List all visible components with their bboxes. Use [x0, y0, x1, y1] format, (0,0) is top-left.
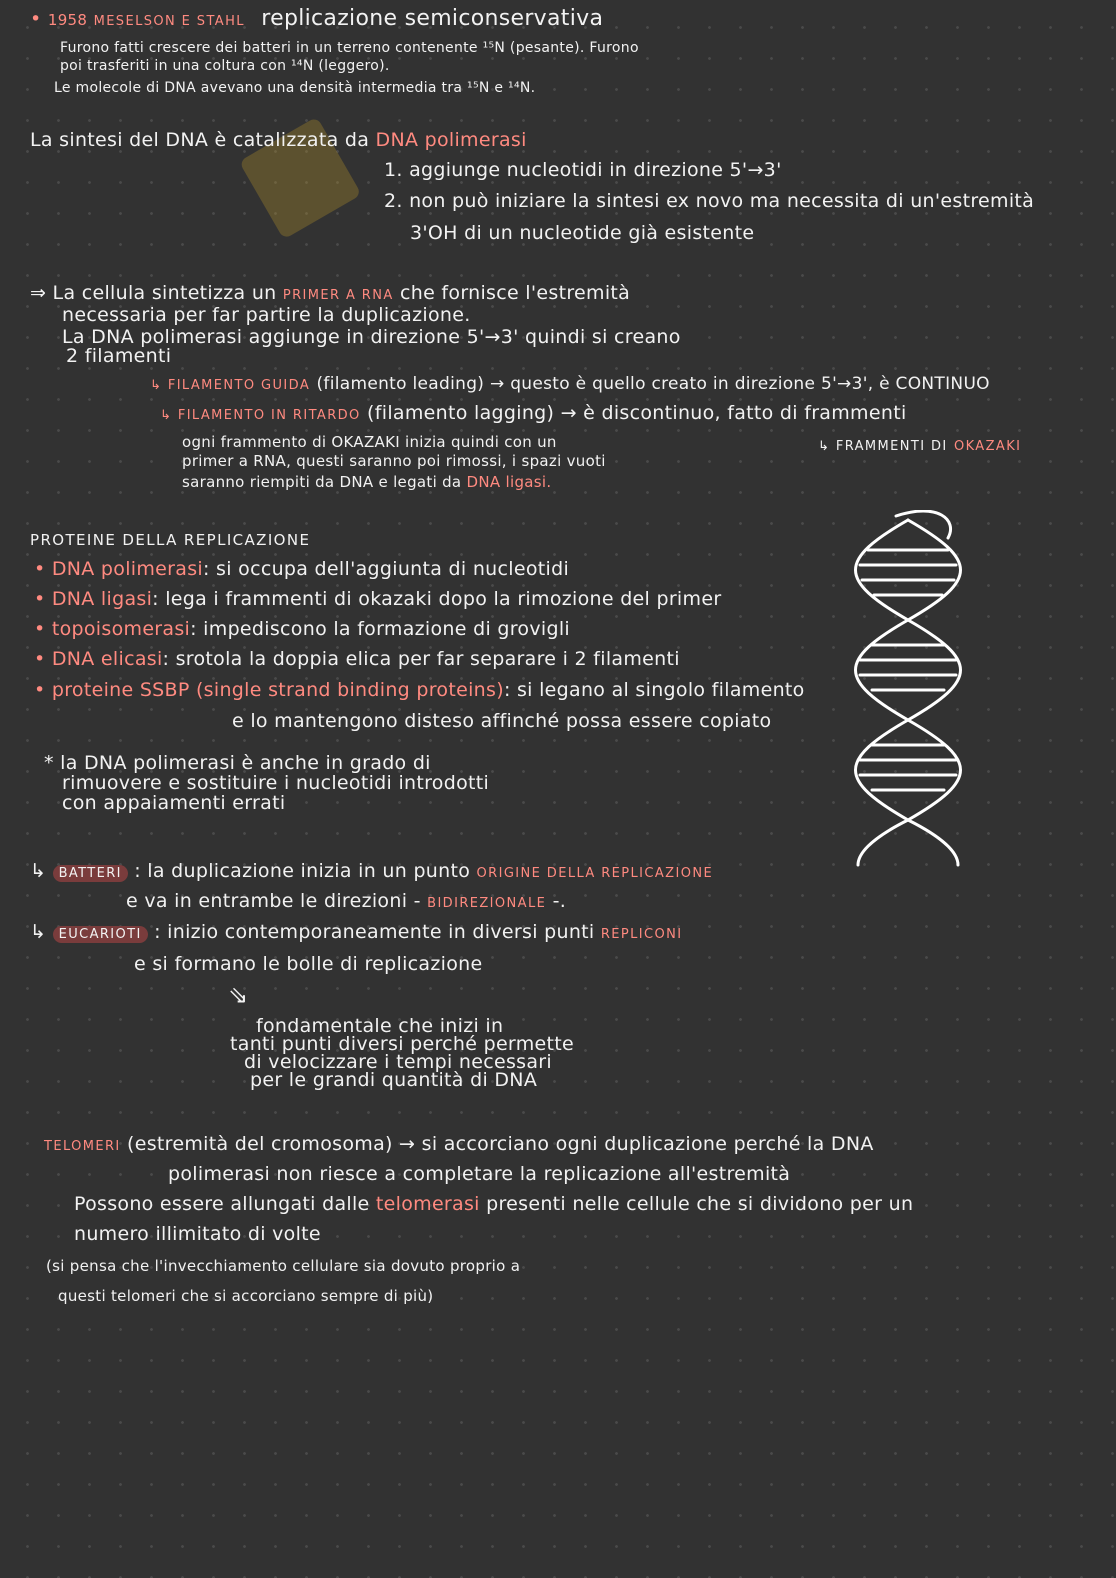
text-line: e va in entrambe le direzioni - BIDIREZIONALE -. [126, 890, 567, 912]
highlight-term: telomerasi [375, 1193, 480, 1215]
highlight-term: DNA polimerasi [375, 129, 527, 151]
list-item: • DNA polimerasi: si occupa dell'aggiunta di nucleotidi [34, 558, 570, 580]
list-item: • topoisomerasi: impediscono la formazione di grovigli [34, 618, 570, 640]
highlight-term: TELOMERI [44, 1139, 121, 1154]
text-line: e lo mantengono disteso affinché possa essere copiato [232, 710, 772, 732]
text-line: ↳ FILAMENTO IN RITARDO (filamento lagging) → è discontinuo, fatto di frammenti [160, 402, 907, 424]
text-line: rimuovere e sostituire i nucleotidi introdotti [62, 772, 490, 794]
text-line: ↳ FILAMENTO GUIDA (filamento leading) → questo è quello creato in direzione 5'→3', è CONTINUO [150, 374, 990, 394]
text-line: 1. aggiunge nucleotidi in direzione 5'→3' [384, 159, 782, 181]
text-line: 2. non può iniziare la sintesi ex novo ma necessita di un'estremità [384, 190, 1035, 212]
list-item: • proteine SSBP (single strand binding proteins): si legano al singolo filamento [34, 679, 805, 701]
section-heading: PROTEINE DELLA REPLICAZIONE [30, 531, 311, 549]
text-line: saranno riempiti da DNA e legati da DNA ligasi. [182, 473, 552, 491]
text-line: Furono fatti crescere dei batteri in un terreno contenente ¹⁵N (pesante). Furono [60, 40, 639, 56]
text-line: numero illimitato di volte [74, 1223, 321, 1245]
helix-strand [856, 520, 961, 865]
highlight-term: ↳ FILAMENTO GUIDA [150, 378, 311, 393]
text-line: ↳ BATTERI : la duplicazione inizia in un punto ORIGINE DELLA REPLICAZIONE [30, 860, 714, 882]
text-line: (si pensa che l'invecchiamento cellulare sia dovuto proprio a [46, 1257, 521, 1275]
text-line: polimerasi non riesce a completare la replicazione all'estremità [168, 1163, 791, 1185]
side-note: ↳ FRAMMENTI DI OKAZAKI [818, 439, 1022, 454]
highlight-term: REPLICONI [600, 927, 683, 942]
text-line: per le grandi quantità di DNA [250, 1069, 538, 1091]
list-item: • DNA ligasi: lega i frammenti di okazaki dopo la rimozione del primer [34, 588, 722, 610]
text-line: e si formano le bolle di replicazione [134, 953, 483, 975]
highlight-term: PRIMER A RNA [282, 288, 394, 303]
text-line: 2 filamenti [66, 345, 172, 367]
arrow-icon: ⇘ [228, 981, 249, 1009]
text-line: con appaiamenti errati [62, 792, 286, 814]
text-line: tanti punti diversi perché permette [230, 1033, 574, 1055]
dna-helix-drawing [838, 510, 978, 870]
text-line: ogni frammento di OKAZAKI inizia quindi con un [182, 433, 557, 451]
text-line: TELOMERI (estremità del cromosoma) → si accorciano ogni duplicazione perché la DNA [44, 1133, 874, 1155]
text-line: 3'OH di un nucleotide già esistente [410, 222, 755, 244]
text-line: La sintesi del DNA è catalizzata da DNA polimerasi [30, 129, 527, 151]
highlight-term: BIDIREZIONALE [427, 896, 547, 911]
text-line: Le molecole di DNA avevano una densità intermedia tra ¹⁵N e ¹⁴N. [54, 80, 536, 96]
list-item: • DNA elicasi: srotola la doppia elica per far separare i 2 filamenti [34, 648, 680, 670]
bullet: • [30, 8, 42, 30]
text-line: poi trasferiti in una coltura con ¹⁴N (leggero). [60, 58, 390, 74]
highlight-term: DNA ligasi. [466, 473, 552, 491]
page-title: replicazione semiconservativa [261, 6, 604, 31]
text-line: di velocizzare i tempi necessari [244, 1051, 552, 1073]
text-line: * la DNA polimerasi è anche in grado di [44, 752, 431, 774]
helix-strand [896, 511, 951, 538]
text-line: Possono essere allungati dalle telomerasi presenti nelle cellule che si dividono per un [74, 1193, 914, 1215]
text-line: La DNA polimerasi aggiunge in direzione 5'→3' quindi si creano [62, 326, 681, 348]
highlight-pill: BATTERI [53, 865, 128, 882]
text-line: ⇒ La cellula sintetizza un PRIMER A RNA che fornisce l'estremità [30, 282, 631, 304]
highlight-term: OKAZAKI [953, 439, 1022, 454]
text-line: primer a RNA, questi saranno poi rimossi, i spazi vuoti [182, 452, 606, 470]
highlight-pill: EUCARIOTI [53, 926, 148, 943]
highlight-term: ORIGINE DELLA REPLICAZIONE [476, 866, 714, 881]
helix-strand [856, 520, 961, 865]
authors: MESELSON E STAHL [93, 14, 245, 29]
text-line: questi telomeri che si accorciano sempre di più) [58, 1287, 434, 1305]
highlight-term: ↳ FILAMENTO IN RITARDO [160, 408, 361, 423]
year: 1958 [47, 11, 88, 29]
text-line: ↳ EUCARIOTI : inizio contemporaneamente in diversi punti REPLICONI [30, 921, 683, 943]
text-line: necessaria per far partire la duplicazione. [62, 304, 471, 326]
text-line: fondamentale che inizi in [256, 1015, 504, 1037]
header-line [30, 8, 603, 33]
